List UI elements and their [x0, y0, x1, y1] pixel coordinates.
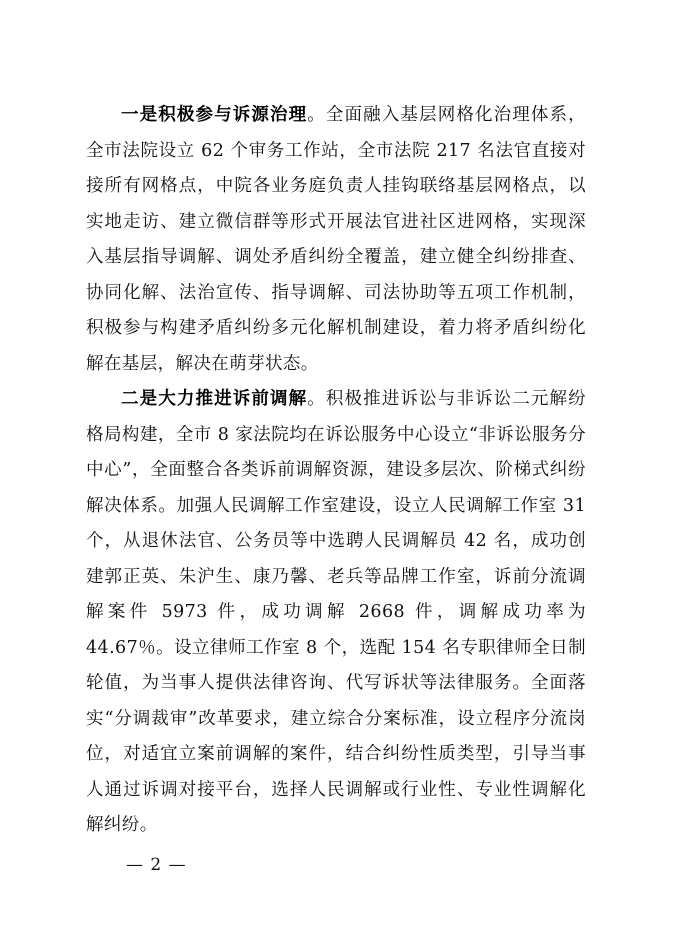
body-text — [86, 98, 586, 844]
paragraph-1-heading: 一是积极参与诉源治理 — [121, 105, 308, 125]
paragraph-2-heading: 二是大力推进诉前调解 — [121, 389, 308, 409]
paragraph-1-body: 。全面融入基层网格化治理体系，全市法院设立 62 个审务工作站，全市法院 217 名法官直接对接所有网格点，中院各业务庭负责人挂钩联络基层网格点，以实地走访、建立微信群等形式开展法官进社区进网格，实现深入基层指导调解、调处矛盾纠纷全覆盖，建立健全纠纷排查、协同化解、法治宣传、指导调解、司法协助等五项工作机制，积极参与构建矛盾纠纷多元化解机制建设，着力将矛盾纠纷化解在基层，解决在萌芽状态。 — [86, 105, 587, 374]
paragraph-2 — [86, 382, 586, 844]
paragraph-1 — [86, 98, 586, 382]
page-number: — 2 — — [126, 855, 187, 875]
paragraph-2-body: 。积极推进诉讼与非诉讼二元解纷格局构建，全市 8 家法院均在诉讼服务中心设立“非诉讼服务分中心”，全面整合各类诉前调解资源，建设多层次、阶梯式纠纷解决体系。加强人民调解工作室建设，设立人民调解工作室 31 个，从退休法官、公务员等中选聘人民调解员 42 名，成功创建郭正英、朱沪生、康乃馨、老兵等品牌工作室，诉前分流调解案件 5973 件，成功调解 2668 件，调解成功率为 44.67％。设立律师工作室 8 个，选配 154 名专职律师全日制轮值，为当事人提供法律咨询、代写诉状等法律服务。全面落实“分调裁审”改革要求，建立综合分案标准，设立程序分流岗位，对适宜立案前调解的案件，结合纠纷性质类型，引导当事人通过诉调对接平台，选择人民调解或行业性、专业性调解化解纠纷。 — [86, 389, 587, 835]
